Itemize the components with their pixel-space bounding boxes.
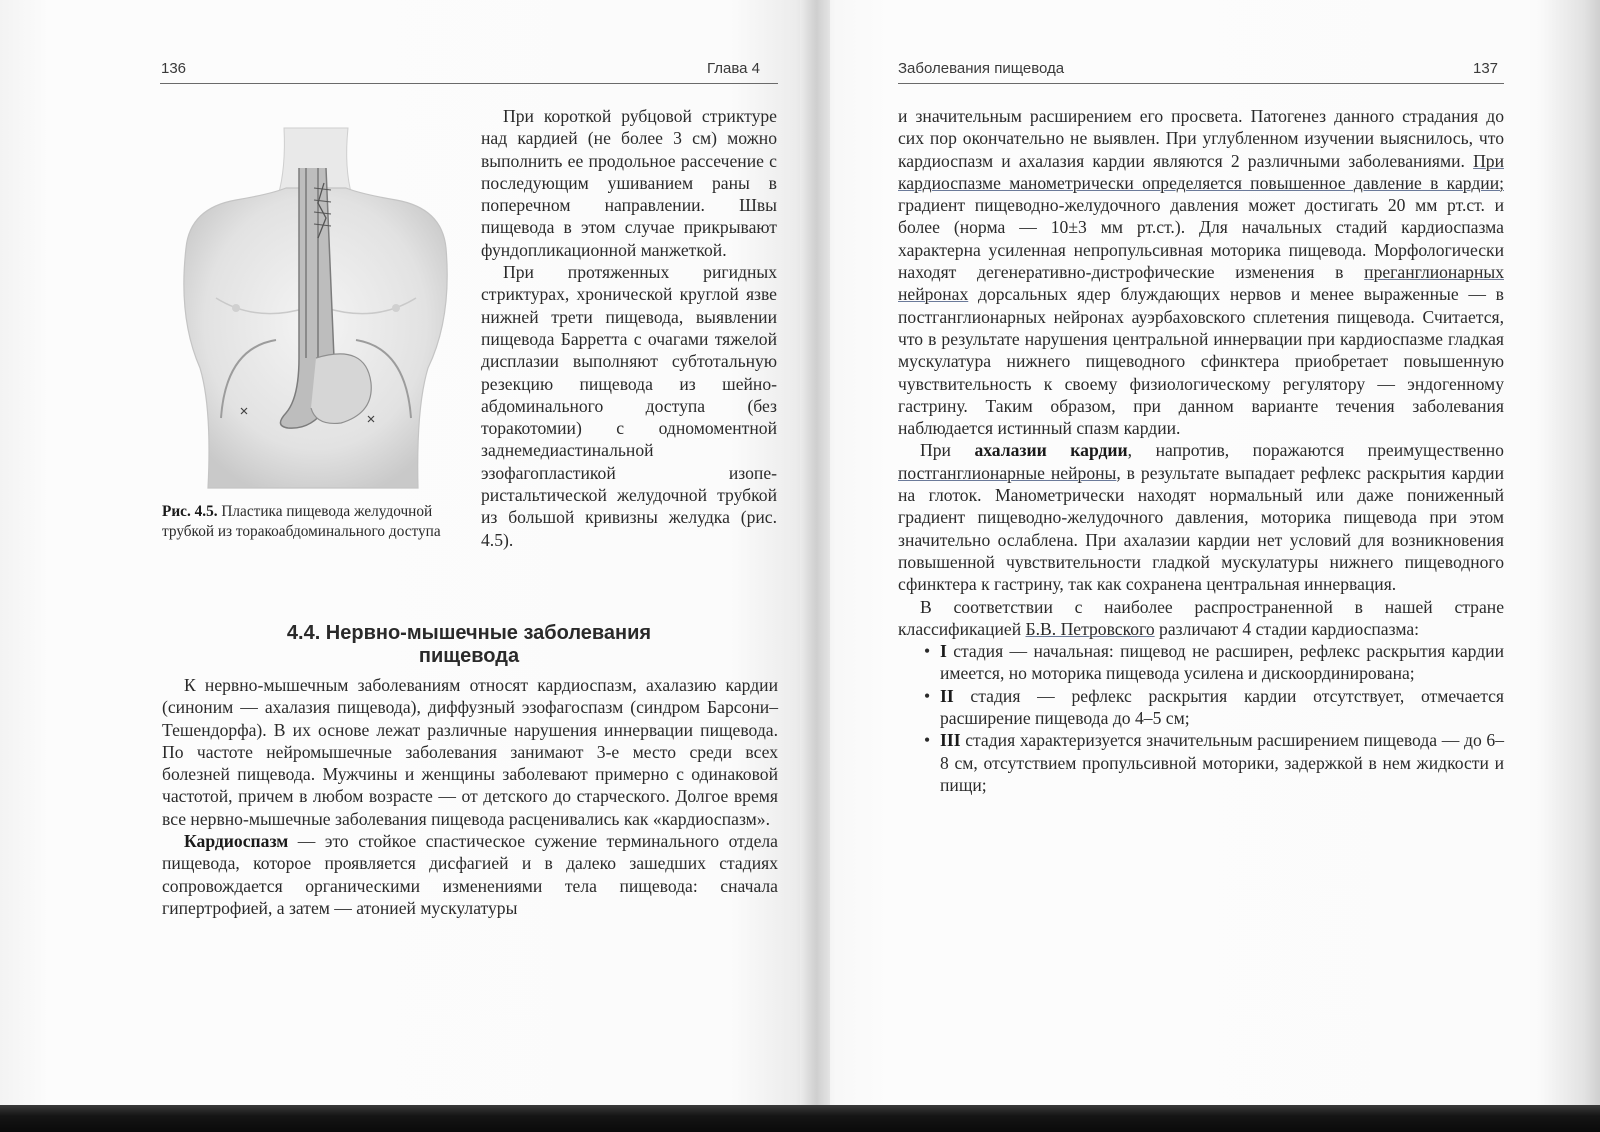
header-rule-left — [160, 83, 778, 84]
page-number-right: 137 — [1473, 60, 1499, 77]
underlined-phrase-postganglionic: постганглионарные нейроны — [898, 462, 1117, 483]
header-rule-right — [898, 83, 1504, 84]
bullet-icon: • — [924, 730, 931, 751]
section-title-line-1: 4.4. Нервно-мышечные заболевания — [286, 622, 652, 644]
left-body-paragraph-2: Кардиоспазм — это стойкое спастическое сужение терминального отдела пищевода, которое проявляется дисфагией и в далеко зашедших стадиях сопровождается органическими изменениями тела пищевода: сначала гипертрофией, а затем — атонией мускулатуры — [162, 831, 778, 918]
intro-paragraph-2: При протяженных ригидных стриктурах, хронической круглой язве нижней трети пищевода, выявлении пищевода Барретта с очагами тяжелой дисплазии выполняют субтотальную резекцию пищевода из шейно-абдоминального доступа (без торакотомии) с одномоментной заднемедиастинальной эзофагопластикой изоперистальтической желудочной трубкой из большой кривизны желудка (рис. 4.5). — [481, 262, 777, 550]
term-kardiospazm: Кардиоспазм — [184, 831, 289, 852]
intro-column — [481, 105, 777, 551]
underlined-phrase-kardiospazm: При кардиоспазме манометрически определяется повышенное давление в кардии; — [898, 150, 1504, 193]
right-page — [812, 0, 1600, 1105]
right-body — [898, 105, 1504, 796]
left-page — [0, 0, 812, 1105]
bullet-icon: • — [924, 685, 931, 706]
figure-caption-label: Рис. 4.5. — [162, 503, 218, 520]
right-body-paragraph-2: При ахалазии кардии, напротив, поражаются преимущественно постганглионарные нейроны, в результате выпадает рефлекс раскрытия кардии на глоток. Манометрически находят нормальный или даже пониженный градиент пищеводно-желудочного давления, моторика пищевода при этом значительно ослаблена. При ахалазии кардии нет условий для возникновения повышенной чувствительности гладкой мускулатуры нижнего пищеводного сфинктера к гастрину, так как сохранена центральная иннервация. — [898, 440, 1504, 595]
left-body — [162, 674, 778, 919]
list-item: • I стадия — начальная: пищевод не расширен, рефлекс раскрытия кардии имеется, но моторика пищевода усилена и дискоординирована; — [924, 641, 1504, 684]
underlined-phrase-preganglionic: преганглионарных нейронах — [898, 262, 1504, 305]
bullet-icon: • — [924, 641, 931, 662]
running-head-left: Глава 4 — [707, 60, 761, 77]
list-item: • III стадия характеризуется значительным расширением пищевода — до 6–8 см, отсутствием пропульсивной моторики, задержкой в нем жидкости и пищи; — [924, 730, 1504, 795]
underlined-phrase-petrovsky: Б.В. Петровского — [1025, 618, 1155, 639]
list-item: • II стадия — рефлекс раскрытия кардии отсутствует, отмечается расширение пищевода до 4–5 см; — [924, 685, 1504, 729]
book-gutter — [800, 0, 830, 1105]
right-body-paragraph-3: В соответствии с наиболее распространенной в нашей стране классификацией Б.В. Петровского различают 4 стадии кардиоспазма: — [898, 596, 1504, 639]
figure-caption — [162, 502, 458, 542]
anatomy-illustration-icon — [166, 108, 464, 498]
stages-list — [898, 640, 1504, 796]
figure-caption-text: Пластика пищевода желудочной трубкой из торакоабдоминального доступа — [162, 503, 441, 540]
term-akhalaziya: ахалазии кардии — [974, 440, 1128, 461]
scan-bottom-edge — [0, 1105, 1600, 1132]
section-title-line-2: пищевода — [418, 645, 520, 667]
right-body-paragraph-1: и значительным расширением его просвета. Патогенез данного страдания до сих пор окончательно не выявлен. При углубленном изучении выяснилось, что кардиоспазм и ахалазия кардии являются 2 различными заболеваниями. При кардиоспазме манометрически определяется повышенное давление в кардии; градиент пищеводно-желудочного давления может достигать 20 мм рт.ст. и более (норма — 10±3 мм рт.ст.). Для начальных стадий кардиоспазма характерна усиленная непропульсивная моторика пищевода. Морфологически находят дегенеративно-дистрофические изменения в преганглионарных нейронах дорсальных ядер блуждающих нервов и менее выраженные — в постганглионарных нейронах ауэрбаховского сплетения пищевода. Считается, что в результате нарушения центральной иннервации при кардиоспазме гладкая мускулатура нижнего пищеводного сфинктера приобретает повышенную чувствительность к своему физиологическому регулятору — эндогенному гастрину. Таким образом, при данном варианте течения заболевания наблюдается истинный спазм кардии. — [898, 106, 1504, 439]
figure-4-5 — [166, 108, 464, 498]
section-title — [160, 622, 778, 668]
left-body-paragraph-1: К нервно-мышечным заболеваниям относят кардиоспазм, ахалазию кардии (синоним — ахалазия пищевода), диффузный эзофагоспазм (синдром Барсони–Тешендорфа). В их основе лежат различные нарушения иннервации пищевода. По частоте нейромышечные заболевания занимают 3-е место среди всех болезней пищевода. Мужчины и женщины заболевают примерно с одинаковой частотой, причем в любом возрасте — от детского до старческого. Долгое время все нервно-мышечные заболевания пищевода расценивались как «кардиоспазм». — [162, 675, 778, 829]
running-head-right: Заболевания пищевода — [898, 60, 1065, 77]
intro-paragraph-1: При короткой рубцовой стриктуре над кардией (не более 3 см) можно выполнить ее продольное рассечение с последующим ушиванием раны в поперечном направлении. Швы пищевода в этом случае прикрывают фундопликационной манжеткой. — [481, 106, 777, 260]
page-number-left: 136 — [161, 60, 187, 77]
